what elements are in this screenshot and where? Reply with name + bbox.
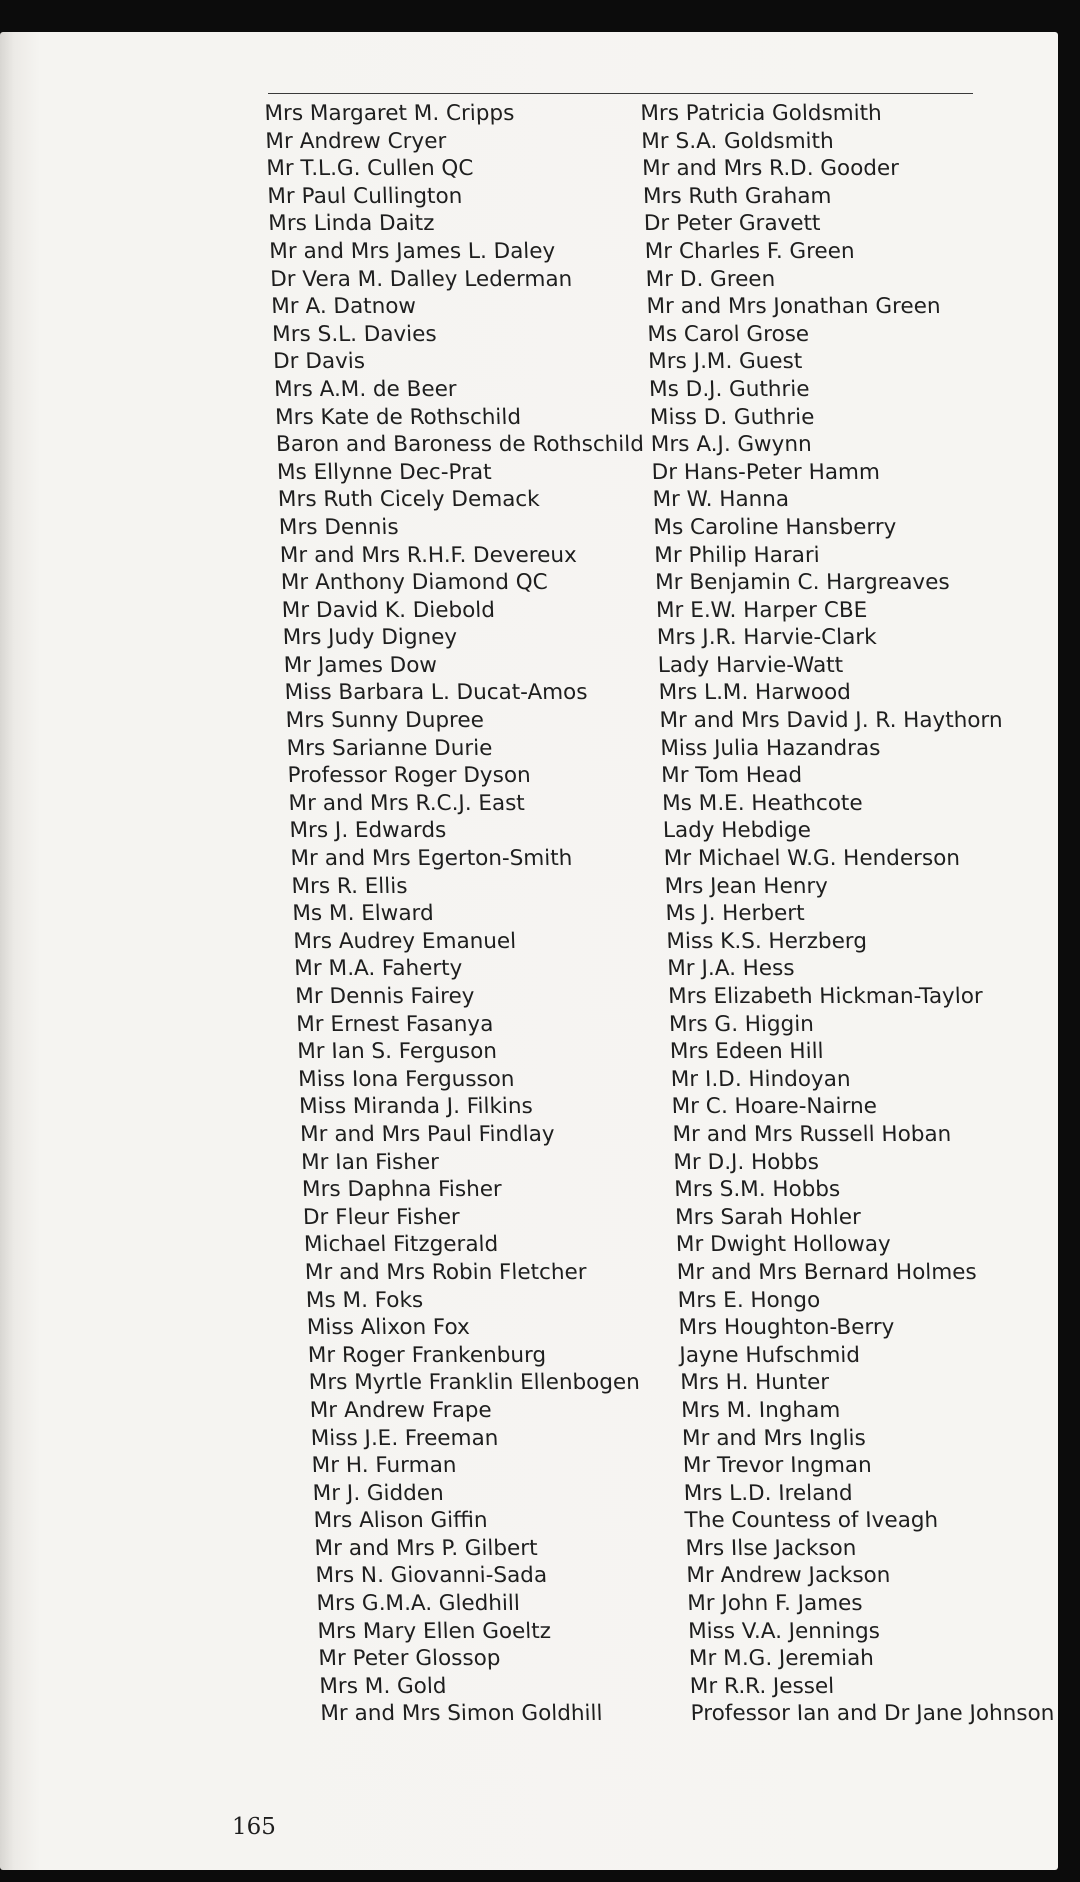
donor-name: Mr Andrew Jackson [685, 1563, 891, 1589]
donor-name: Mr and Mrs Simon Goldhill [319, 1701, 603, 1727]
donor-name: Professor Ian and Dr Jane Johnson [690, 1701, 1055, 1727]
donor-name: Mrs G. Higgin [668, 1011, 815, 1037]
donor-name: Mr Ian Fisher [300, 1149, 440, 1175]
donor-name: Mr C. Hoare-Nairne [671, 1094, 878, 1120]
left-name-column [264, 100, 689, 1728]
donor-name: Lady Hebdige [662, 818, 812, 844]
donor-name: Mrs Elizabeth Hickman-Taylor [667, 984, 984, 1009]
donor-name: Mrs L.D. Ireland [683, 1480, 854, 1506]
donor-name: Miss J.E. Freeman [310, 1425, 499, 1451]
donor-name: Mr Benjamin C. Hargreaves [654, 570, 950, 596]
donor-name: Dr Vera M. Dalley Lederman [269, 266, 573, 292]
donor-name: Mr H. Furman [311, 1453, 457, 1479]
donor-name: Mrs Judy Digney [282, 625, 458, 651]
donor-name: Mr Philip Harari [653, 542, 821, 568]
donor-name: Mr Trevor Ingman [682, 1453, 873, 1479]
donor-name: Mrs Ruth Graham [642, 183, 832, 209]
donor-name: Mr Tom Head [660, 763, 803, 789]
page-number: 165 [232, 1814, 276, 1840]
header-rule [268, 93, 973, 94]
donor-name: Mr Roger Frankenburg [307, 1342, 547, 1368]
donor-name: Mrs Margaret M. Cripps [264, 101, 515, 126]
donor-name: Mrs G.M.A. Gledhill [316, 1591, 521, 1617]
donor-name: Mrs Patricia Goldsmith [640, 101, 883, 126]
donor-name: The Countess of Iveagh [684, 1508, 939, 1534]
donor-name: Mr Paul Cullington [266, 183, 463, 209]
donor-name: Mrs Linda Daitz [267, 211, 435, 237]
donor-name: Ms Carol Grose [646, 321, 810, 347]
donor-name: Mr Andrew Cryer [264, 128, 447, 154]
donor-name: Michael Fitzgerald [303, 1232, 499, 1258]
donor-name: Ms Ellynne Dec-Prat [276, 459, 492, 485]
donor-name: Miss K.S. Herzberg [666, 928, 868, 954]
donor-name: Mr S.A. Goldsmith [640, 128, 835, 154]
donor-name: Mrs S.M. Hobbs [673, 1177, 841, 1203]
donor-name: Mrs Kate de Rothschild [274, 404, 522, 430]
donor-name: Mrs J.R. Harvie-Clark [656, 625, 878, 651]
donor-name: Mr and Mrs R.H.F. Devereux [279, 542, 578, 568]
donor-name: Mrs Edeen Hill [669, 1039, 824, 1065]
donor-name: Ms Caroline Hansberry [653, 514, 897, 540]
donor-name: Mrs Sarianne Durie [286, 735, 493, 761]
donor-name: Mrs Houghton-Berry [678, 1315, 895, 1341]
donor-name: Mrs L.M. Harwood [658, 680, 852, 706]
donor-name: Mr I.D. Hindoyan [670, 1066, 851, 1092]
donor-name: Ms J. Herbert [665, 901, 805, 927]
donor-name: Miss D. Guthrie [649, 404, 815, 430]
donor-name: Miss Alixon Fox [306, 1315, 471, 1341]
donor-name: Mr D. Green [645, 266, 776, 292]
donor-name: Miss Julia Hazandras [659, 735, 881, 761]
donor-name: Mrs Mary Ellen Goeltz [317, 1618, 552, 1644]
donor-name: Mrs Jean Henry [664, 873, 829, 899]
donor-name: Mr and Mrs Paul Findlay [299, 1121, 556, 1147]
donor-name: Mrs M. Ingham [680, 1397, 841, 1423]
donor-name: Mrs Myrtle Franklin Ellenbogen [308, 1370, 641, 1396]
donor-name: Mr E.W. Harper CBE [655, 597, 868, 623]
donor-name: Mr and Mrs Robin Fletcher [304, 1259, 588, 1285]
donor-name: Mr Charles F. Green [644, 238, 855, 264]
donor-name: Mr Dwight Holloway [675, 1232, 892, 1258]
donor-name: Mr Peter Glossop [317, 1646, 501, 1672]
donor-name: Mrs A.J. Gwynn [650, 432, 813, 458]
donor-name: Mr Andrew Frape [309, 1397, 493, 1423]
donor-name: Dr Davis [272, 349, 366, 375]
donor-name: Dr Peter Gravett [643, 211, 821, 237]
donor-name: Mr and Mrs P. Gilbert [314, 1535, 538, 1561]
donor-name: Mrs R. Ellis [291, 873, 408, 899]
donor-name: Mr M.A. Faherty [293, 956, 463, 982]
donor-name: Dr Hans-Peter Hamm [651, 459, 881, 485]
donor-name: Mr James Dow [283, 652, 438, 678]
donor-name: Ms M. Foks [305, 1287, 424, 1313]
donor-name: Professor Roger Dyson [287, 763, 532, 789]
donor-name: Mr R.R. Jessel [689, 1673, 835, 1699]
donor-name: Mrs J.M. Guest [647, 349, 803, 375]
donor-name: Mr M.G. Jeremiah [688, 1646, 875, 1672]
donor-name: Mrs J. Edwards [289, 818, 447, 844]
donor-name: Mrs Dennis [278, 514, 400, 540]
donor-name: Mrs Ruth Cicely Demack [277, 487, 541, 513]
donor-name: Mrs A.M. de Beer [273, 376, 458, 402]
donor-name: Miss Iona Fergusson [297, 1066, 515, 1092]
right-name-column [640, 100, 1055, 1728]
donor-name: Mr and Mrs Bernard Holmes [676, 1259, 978, 1285]
donor-name: Mr Dennis Fairey [294, 984, 475, 1009]
donor-name: Mrs M. Gold [318, 1673, 447, 1699]
donor-name: Mr and Mrs Inglis [681, 1425, 867, 1451]
donor-name: Miss Barbara L. Ducat-Amos [284, 680, 588, 706]
donor-name: Mr David K. Diebold [281, 597, 496, 623]
donor-name: Mr W. Hanna [652, 487, 790, 513]
donor-name: Mrs Sunny Dupree [285, 708, 485, 734]
donor-name: Mr and Mrs R.D. Gooder [641, 156, 900, 182]
donor-name: Mrs Daphna Fisher [301, 1177, 503, 1203]
donor-name: Mr D.J. Hobbs [672, 1149, 820, 1175]
donor-name: Jayne Hufschmid [679, 1342, 861, 1368]
donor-name: Mrs S.L. Davies [271, 321, 438, 347]
donor-name: Mr and Mrs David J. R. Haythorn [659, 708, 1003, 734]
donor-name: Lady Harvie-Watt [657, 652, 844, 678]
donor-name: Mr Ian S. Ferguson [296, 1039, 498, 1065]
donor-name: Mrs Ilse Jackson [685, 1535, 857, 1561]
donor-name: Mrs H. Hunter [679, 1370, 830, 1396]
donor-name: Mr T.L.G. Cullen QC [265, 156, 474, 182]
donor-name: Miss V.A. Jennings [687, 1618, 881, 1644]
donor-name: Mr J. Gidden [312, 1480, 445, 1506]
donor-name: Mr and Mrs Jonathan Green [646, 294, 941, 320]
donor-name: Mr Michael W.G. Henderson [663, 846, 961, 872]
donor-name: Mr and Mrs R.C.J. East [288, 790, 526, 816]
donor-name: Ms M. Elward [291, 901, 435, 927]
donor-name: Mrs N. Giovanni-Sada [315, 1563, 548, 1589]
donor-name: Mr A. Datnow [270, 294, 417, 320]
donor-name: Ms M.E. Heathcote [661, 790, 863, 816]
donor-name: Baron and Baroness de Rothschild [275, 432, 645, 458]
donor-name: Mr and Mrs James L. Daley [268, 238, 556, 264]
donor-name: Mr and Mrs Egerton-Smith [290, 846, 573, 872]
donor-name: Mr John F. James [686, 1591, 863, 1617]
donor-name: Miss Miranda J. Filkins [298, 1094, 534, 1120]
donor-name: Ms D.J. Guthrie [648, 376, 810, 402]
donor-name: Mrs E. Hongo [677, 1287, 821, 1313]
donor-name: Mrs Sarah Hohler [674, 1204, 862, 1230]
donor-name: Mr J.A. Hess [666, 956, 795, 982]
donor-name: Mr and Mrs Russell Hoban [672, 1121, 952, 1147]
donor-name: Mr Anthony Diamond QC [280, 570, 549, 596]
donor-name: Mr Ernest Fasanya [295, 1011, 494, 1037]
donor-name: Dr Fleur Fisher [302, 1204, 461, 1230]
donor-name: Mrs Audrey Emanuel [292, 928, 517, 954]
donor-name: Mrs Alison Giffin [313, 1508, 489, 1534]
book-page [0, 32, 1058, 1870]
